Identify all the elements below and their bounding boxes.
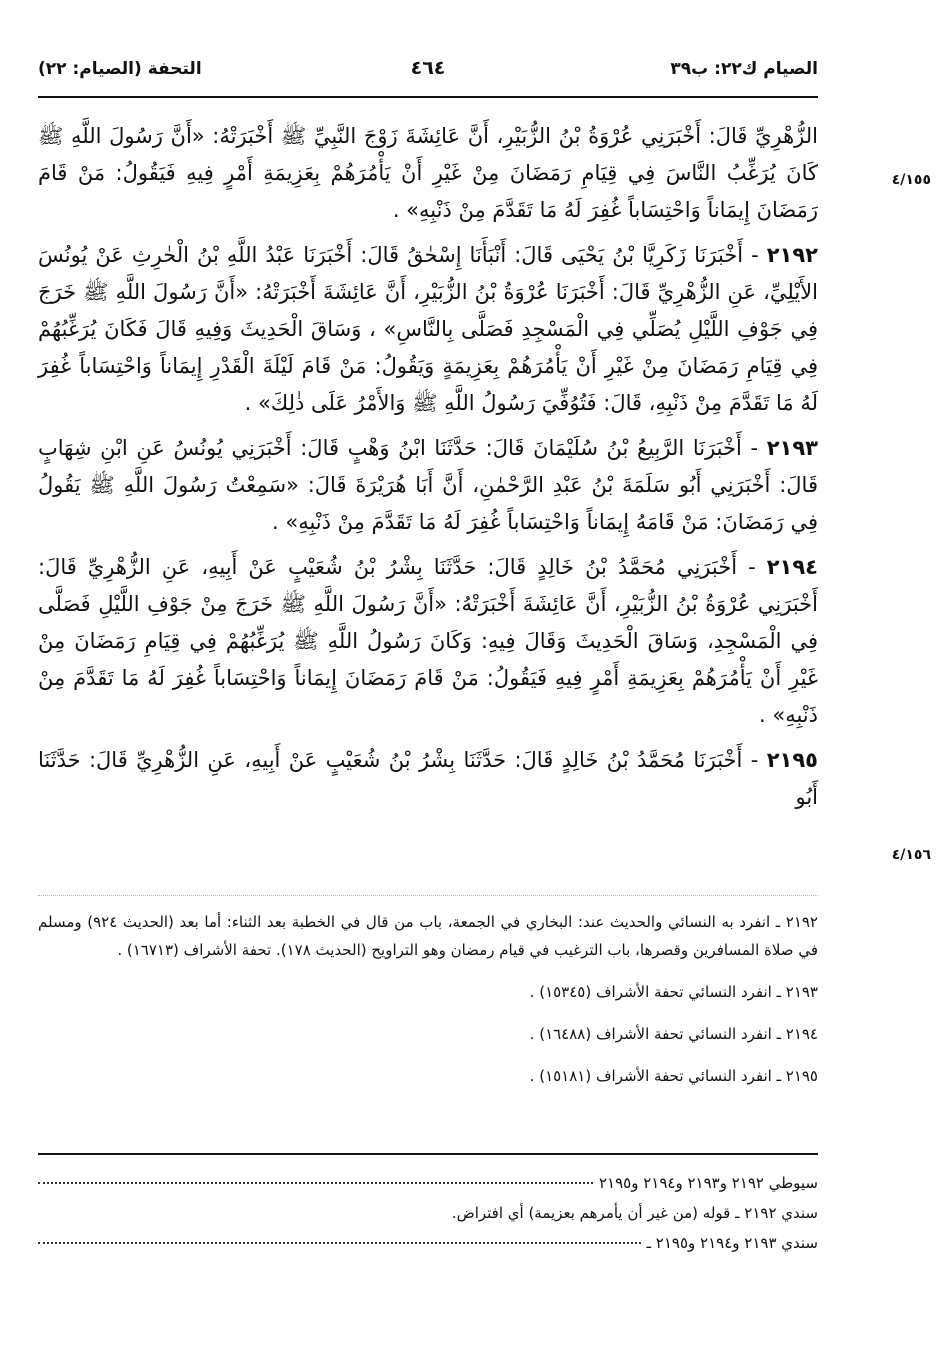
commentary-divider: [38, 1153, 818, 1155]
hadith-number: ٢١٩٣: [766, 436, 818, 460]
hadith-number: ٢١٩٥: [766, 748, 818, 772]
commentary-line: [38, 1198, 818, 1228]
hadith-text: - أَخْبَرَنَا زَكَرِيَّا بْنُ يَحْيَى قَالَ: أَنْبَأَنَا إِسْحٰقُ قَالَ: أَخْبَرَنَا عَبْدُ اللَّهِ بْنُ الْحٰرِثِ عَنْ يُونُسَ الأَيْلِيِّ، عَنِ الزُّهْرِيِّ قَالَ: أَخْبَرَنَا عُرْوَةُ بْنُ الزُّبَيْرِ، أَنَّ عَائِشَةَ أَخْبَرَتْهُ: «أَنَّ رَسُولَ اللَّهِ ﷺ خَرَجَ فِي جَوْفِ اللَّيْلِ يُصَلِّي فِي الْمَسْجِدِ فَصَلَّى بِالنَّاسِ» ، وَسَاقَ الْحَدِيثَ وَفِيهِ قَالَ فَكَانَ يُرَغِّبُهُمْ فِي قِيَامِ رَمَضَانَ مِنْ غَيْرِ أَنْ يَأْمُرَهُمْ بِعَزِيمَةٍ وَيَقُولُ: مَنْ قَامَ لَيْلَةَ الْقَدْرِ إِيمَاناً وَاحْتِسَاباً غُفِرَ لَهُ مَا تَقَدَّمَ مِنْ ذَنْبِهِ، قَالَ: فَتُوُفِّيَ رَسُولُ اللَّهِ ﷺ وَالأَمْرُ عَلَى ذٰلِكَ» .: [38, 243, 818, 415]
commentary-text: سندي ٢١٩٢ ـ قوله (من غير أن يأمرهم بعزيمة) أي افتراض.: [451, 1204, 818, 1222]
hadith-number: ٢١٩٢: [766, 243, 819, 267]
commentary-text: سيوطي ٢١٩٢ و٢١٩٣ و٢١٩٤ و٢١٩٥: [598, 1174, 818, 1192]
hadith-paragraph: [38, 549, 818, 734]
header-divider: [38, 96, 818, 98]
dot-leader: [38, 1242, 641, 1244]
footnote: ٢١٩٣ ـ انفرد النسائي تحفة الأشراف (١٥٣٤٥) .: [529, 983, 818, 1001]
footnote: ٢١٩٥ ـ انفرد النسائي تحفة الأشراف (١٥١٨١) .: [529, 1067, 818, 1085]
header-chapter: الصيام ك٢٢: ب٣٩: [670, 59, 818, 79]
commentary-text: سندي ٢١٩٣ و٢١٩٤ و٢١٩٥ ـ: [646, 1234, 818, 1252]
hadith-text: - أَخْبَرَنِي مُحَمَّدُ بْنُ خَالِدٍ قَالَ: حَدَّثَنَا بِشْرُ بْنُ شُعَيْبٍ عَنْ أَبِيهِ، عَنِ الزُّهْرِيِّ قَالَ: أَخْبَرَنِي عُرْوَةُ بْنُ الزُّبَيْرِ، أَنَّ عَائِشَةَ أَخْبَرَتْهُ: «أَنَّ رَسُولَ اللَّهِ ﷺ خَرَجَ مِنْ جَوْفِ اللَّيْلِ فَصَلَّى فِي الْمَسْجِدِ، وَسَاقَ الْحَدِيثَ وَقَالَ فِيهِ: وَكَانَ رَسُولُ اللَّهِ ﷺ يُرَغِّبُهُمْ فِي قِيَامِ رَمَضَانَ مِنْ غَيْرِ أَنْ يَأْمُرَهُمْ بِعَزِيمَةِ أَمْرٍ فِيهِ فَيَقُولُ: مَنْ قَامَ رَمَضَانَ إِيمَاناً وَاحْتِسَاباً غُفِرَ لَهُ مَا تَقَدَّمَ مِنْ ذَنْبِهِ» .: [38, 555, 818, 727]
hadith-paragraph: [38, 237, 818, 422]
main-text: [38, 118, 818, 824]
hadith-paragraph: [38, 118, 818, 229]
commentary-line: [38, 1168, 818, 1198]
margin-volume-note: ٤/١٥٥: [891, 172, 931, 188]
footnote: ٢١٩٢ ـ انفرد به النسائي والحديث عند: البخاري في الجمعة، باب من قال في الخطبة بعد الثناء: أما بعد (الحديث ٩٢٤) ومسلم في صلاة المسافرين وقصرها، باب الترغيب في قيام رمضان وهو التراويح (الحديث ١٧٨). تحفة الأشراف (١٦٧١٣) .: [38, 913, 818, 959]
footnotes: [38, 908, 818, 1104]
page-number: ٤٦٤: [410, 57, 446, 79]
hadith-number: ٢١٩٤: [766, 555, 818, 579]
margin-volume-note: ٤/١٥٦: [891, 847, 931, 863]
dot-leader: [38, 1182, 593, 1184]
commentary-line: [38, 1228, 818, 1258]
footnote: ٢١٩٤ ـ انفرد النسائي تحفة الأشراف (١٦٤٨٨) .: [529, 1025, 818, 1043]
header-reference: التحفة (الصيام: ٢٢): [38, 59, 202, 79]
commentary: [38, 1168, 818, 1258]
hadith-text: - أَخْبَرَنَا مُحَمَّدُ بْنُ خَالِدٍ قَالَ: حَدَّثَنَا بِشْرُ بْنُ شُعَيْبٍ عَنْ أَبِيهِ، عَنِ الزُّهْرِيِّ قَالَ: حَدَّثَنَا أَبُو: [38, 748, 818, 809]
hadith-paragraph: [38, 430, 818, 541]
footnotes-divider: [38, 895, 818, 896]
hadith-text: - أَخْبَرَنَا الرَّبِيعُ بْنُ سُلَيْمَانَ قَالَ: حَدَّثَنَا ابْنُ وَهْبٍ قَالَ: أَخْبَرَنِي يُونُسُ عَنِ ابْنِ شِهَابٍ قَالَ: أَخْبَرَنِي أَبُو سَلَمَةَ بْنُ عَبْدِ الرَّحْمٰنِ، أَنَّ أَبَا هُرَيْرَةَ قَالَ: «سَمِعْتُ رَسُولَ اللَّهِ ﷺ يَقُولُ فِي رَمَضَانَ: مَنْ قَامَهُ إِيمَاناً وَاحْتِسَاباً غُفِرَ لَهُ مَا تَقَدَّمَ مِنْ ذَنْبِهِ» .: [38, 436, 818, 534]
running-header: [38, 55, 818, 91]
hadith-text: الزُّهْرِيِّ قَالَ: أَخْبَرَنِي عُرْوَةُ بْنُ الزُّبَيْرِ، أَنَّ عَائِشَةَ زَوْجَ النَّبِيِّ ﷺ أَخْبَرَتْهُ: «أَنَّ رَسُولَ اللَّهِ ﷺ كَانَ يُرَغِّبُ النَّاسَ فِي قِيَامِ رَمَضَانَ مِنْ غَيْرِ أَنْ يَأْمُرَهُمْ بِعَزِيمَةِ أَمْرٍ فِيهِ فَيَقُولُ: مَنْ قَامَ رَمَضَانَ إِيمَاناً وَاحْتِسَاباً غُفِرَ لَهُ مَا تَقَدَّمَ مِنْ ذَنْبِهِ» .: [38, 124, 818, 222]
hadith-paragraph: [38, 742, 818, 816]
